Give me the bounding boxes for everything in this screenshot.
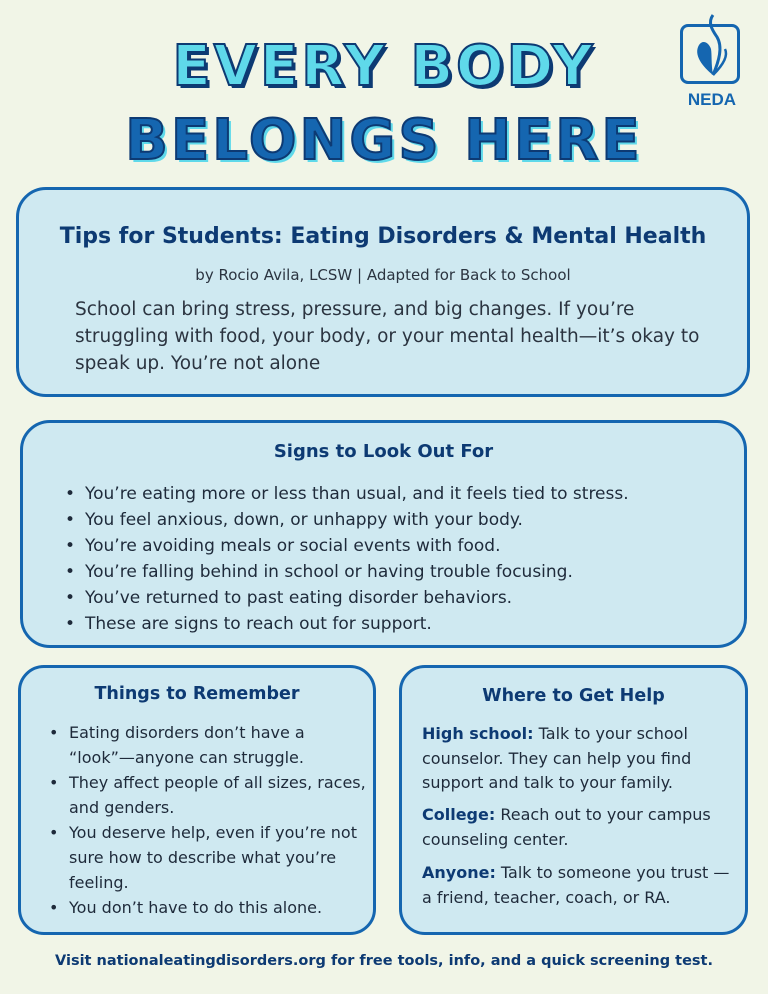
help-anyone-label: Anyone: [422, 863, 496, 882]
intro-byline: by Rocio Avila, LCSW | Adapted for Back to School [195, 266, 571, 284]
list-item: • They affect people of all sizes, races, and genders. [47, 770, 372, 820]
headline-line-1: EVERY BODY [172, 34, 596, 99]
list-item: • Eating disorders don’t have a “look”—anyone can struggle. [47, 720, 372, 770]
help-college [422, 803, 737, 852]
list-item: • You’re eating more or less than usual, and it feels tied to stress. [63, 481, 743, 507]
neda-logo-icon [680, 24, 740, 84]
help-high-school [422, 722, 737, 796]
intro-title: Tips for Students: Eating Disorders & Mental Health [59, 224, 707, 249]
list-item: • These are signs to reach out for support. [63, 611, 743, 637]
headline-line-2: BELONGS HERE [125, 108, 643, 173]
footer-note: Visit nationaleatingdisorders.org for free tools, info, and a quick screening test. [55, 953, 713, 969]
intro-body: School can bring stress, pressure, and big changes. If you’re struggling with food, your body, or your mental health—it’s okay to speak up. You’re not alone [75, 299, 700, 374]
list-item: • You’ve returned to past eating disorder behaviors. [63, 585, 743, 611]
intro-card [16, 187, 750, 397]
remember-card [18, 665, 376, 935]
list-item: • You’re falling behind in school or having trouble focusing. [63, 559, 743, 585]
list-item: • You feel anxious, down, or unhappy with your body. [63, 507, 743, 533]
help-high-school-text: Talk to your school counselor. They can help you find support and talk to your family. [422, 724, 692, 792]
list-item: • You don’t have to do this alone. [47, 895, 372, 920]
help-anyone [422, 861, 737, 910]
signs-list [63, 481, 743, 637]
help-college-label: College: [422, 805, 496, 824]
list-item: • You deserve help, even if you’re not sure how to describe what you’re feeling. [47, 820, 372, 895]
help-card [399, 665, 748, 935]
logo-text: NEDA [687, 90, 737, 109]
remember-title: Things to Remember [94, 684, 300, 704]
help-high-school-label: High school: [422, 724, 534, 743]
help-title: Where to Get Help [482, 686, 665, 706]
list-item: • You’re avoiding meals or social events with food. [63, 533, 743, 559]
neda-logo [680, 24, 744, 110]
signs-card [20, 420, 747, 648]
help-college-text: Reach out to your campus counseling center. [422, 805, 711, 849]
signs-title: Signs to Look Out For [273, 441, 494, 462]
remember-list [47, 720, 372, 920]
help-anyone-text: Talk to someone you trust —a friend, teacher, coach, or RA. [422, 863, 730, 907]
